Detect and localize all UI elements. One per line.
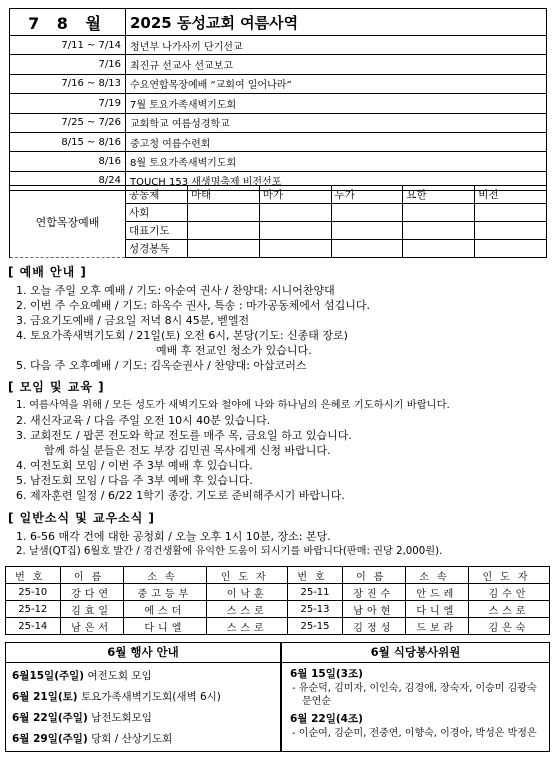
member-guide: 스스로 [468, 601, 549, 618]
worship-item: 5. 다음 주 오후예배 / 기도: 김옥순권사 / 찬양대: 아삽코러스 [16, 359, 307, 372]
summer-schedule-table [9, 8, 547, 191]
table-row [6, 618, 550, 635]
schedule-event: 최진규 선교사 선교보고 [126, 55, 547, 74]
prayer-col-header: 마태 [188, 186, 260, 204]
june-events-box [5, 642, 281, 752]
month-label: 7 8 월 [10, 9, 126, 36]
prayer-cell [403, 222, 475, 240]
schedule-title: 2025 동성교회 여름사역 [126, 9, 547, 36]
dining-date: 6월 15일(3조) [290, 668, 363, 680]
meeting-item-continued: 함께 하실 분들은 전도 부장 김민권 목사에게 신청 바랍니다. [44, 444, 331, 457]
joint-worship-table [9, 185, 547, 258]
names-col-header: 번호 [6, 567, 61, 584]
prayer-col-header: 누가 [331, 186, 403, 204]
worship-item: 2. 이번 주 수요예배 / 기도: 하옥수 권사, 특송 : 마가공동체에서 섬깁니다. [16, 299, 370, 312]
meetings-section-title: [ 모임 및 교육 ] [8, 380, 105, 394]
table-row [6, 601, 550, 618]
schedule-event: 교회학교 여름성경학교 [126, 113, 547, 132]
member-guide: 스스로 [207, 618, 288, 635]
member-group: 드보라 [405, 618, 468, 635]
schedule-event: 수요연합목장예배 “교회여 일어나라” [126, 74, 547, 93]
prayer-cell [259, 222, 331, 240]
member-number: 25-12 [6, 601, 61, 618]
meeting-item: 3. 교회전도 / 팝콘 전도와 학교 전도를 매주 목, 금요일 하고 있습니다. [16, 429, 352, 442]
prayer-cell [259, 240, 331, 258]
schedule-date: 8/16 [10, 152, 126, 171]
dining-names: - 이순여, 김순미, 전중연, 이향숙, 이경아, 박성은 박정은 [292, 728, 537, 739]
schedule-event: 8월 토요가족새벽기도회 [126, 152, 547, 171]
meeting-item: 6. 제자훈련 일정 / 6/22 1학기 종강. 기도로 준비해주시기 바랍니다. [16, 489, 345, 502]
news-item: 1. 6-56 매각 건에 대한 공청회 / 오늘 오후 1시 10분, 장소: 본당. [16, 530, 331, 543]
event-text: 토요가족새벽기도회(새벽 6시) [80, 691, 221, 703]
dining-date: 6월 22일(4조) [290, 713, 363, 725]
member-guide: 이낙훈 [207, 584, 288, 601]
new-members-table [5, 566, 550, 635]
prayer-col-header: 공동체 [126, 186, 188, 204]
names-col-header: 이름 [342, 567, 405, 584]
dining-names: - 유순덕, 김미자, 이인숙, 김경애, 장숙자, 이승미 김광숙 [292, 683, 537, 694]
names-col-header: 소속 [123, 567, 207, 584]
prayer-cell [475, 204, 547, 222]
prayer-cell [331, 222, 403, 240]
names-col-header: 이름 [60, 567, 123, 584]
prayer-col-header: 요한 [403, 186, 475, 204]
schedule-date: 7/25 ~ 7/26 [10, 113, 126, 132]
event-item [6, 666, 280, 687]
schedule-date: 8/24 [10, 171, 126, 190]
prayer-row-label: 대표기도 [126, 222, 188, 240]
event-date: 6월 22일(주일) [12, 712, 88, 724]
prayer-cell [188, 204, 260, 222]
prayer-cell [403, 204, 475, 222]
names-col-header: 번호 [288, 567, 343, 584]
meeting-item: 1. 여름사역을 위해 / 모든 성도가 새벽기도와 철야에 나와 하나님의 은혜로 기도하시기 바랍니다. [16, 399, 450, 411]
member-guide: 김은숙 [468, 618, 549, 635]
news-item: 2. 날샘(QT집) 6월호 발간 / 경건생활에 유익한 도움이 되시기를 바랍니다(판매: 권당 2,000원). [16, 546, 443, 557]
member-group: 안드레 [405, 584, 468, 601]
prayer-cell [403, 240, 475, 258]
schedule-date: 8/15 ~ 8/16 [10, 132, 126, 151]
prayer-col-header: 마가 [259, 186, 331, 204]
schedule-event: 청년부 나가사끼 단기선교 [126, 36, 547, 55]
dining-volunteers-box [281, 642, 550, 752]
member-name: 김효일 [60, 601, 123, 618]
dining-volunteers-title: 6월 식당봉사위원 [282, 643, 549, 663]
names-col-header: 인도자 [207, 567, 288, 584]
table-row [6, 584, 550, 601]
event-item [6, 708, 280, 729]
prayer-cell [475, 240, 547, 258]
event-item [6, 687, 280, 708]
prayer-cell [331, 204, 403, 222]
member-number: 25-14 [6, 618, 61, 635]
event-date: 6월 21일(토) [12, 691, 78, 703]
names-col-header: 인도자 [468, 567, 549, 584]
meeting-item: 2. 새신자교육 / 다음 주일 오전 10시 40분 있습니다. [16, 414, 271, 427]
prayer-row-label: 사회 [126, 204, 188, 222]
member-group: 에스더 [123, 601, 207, 618]
meeting-item: 4. 여전도회 모임 / 이번 주 3부 예배 후 있습니다. [16, 459, 253, 472]
member-name: 김정성 [342, 618, 405, 635]
joint-worship-label: 연합목장예배 [10, 186, 126, 258]
member-group: 중고등부 [123, 584, 207, 601]
meetings-list [16, 398, 450, 503]
member-guide: 김수안 [468, 584, 549, 601]
schedule-event: 중고청 여름수련회 [126, 132, 547, 151]
worship-item-continued: 예배 후 전교인 청소가 있습니다. [156, 344, 312, 357]
dining-names: 문연순 [302, 696, 331, 707]
member-name: 장진수 [342, 584, 405, 601]
worship-section-title: [ 예배 안내 ] [8, 265, 87, 279]
member-number: 25-13 [288, 601, 343, 618]
schedule-date: 7/11 ~ 7/14 [10, 36, 126, 55]
prayer-cell [259, 204, 331, 222]
names-col-header: 소속 [405, 567, 468, 584]
june-events-title: 6월 행사 안내 [6, 643, 280, 663]
schedule-date: 7/16 ~ 8/13 [10, 74, 126, 93]
member-number: 25-15 [288, 618, 343, 635]
schedule-event: TOUCH 153 새생명축제 비전선포 [126, 171, 547, 190]
event-text: 남전도회모임 [91, 712, 152, 724]
member-name: 강다연 [60, 584, 123, 601]
prayer-row-label: 성경봉독 [126, 240, 188, 258]
member-name: 남은서 [60, 618, 123, 635]
worship-item: 1. 오늘 주일 오후 예배 / 기도: 아순여 권사 / 찬양대: 시니어찬양대 [16, 284, 335, 297]
member-guide: 스스로 [207, 601, 288, 618]
worship-list [16, 283, 370, 373]
prayer-col-header: 비전 [475, 186, 547, 204]
news-section-title: [ 일반소식 및 교우소식 ] [8, 511, 156, 525]
member-group: 다니엘 [405, 601, 468, 618]
event-date: 6월 29일(주일) [12, 733, 88, 745]
event-text: 당회 / 산상기도회 [91, 733, 173, 745]
prayer-cell [331, 240, 403, 258]
prayer-cell [475, 222, 547, 240]
prayer-cell [188, 240, 260, 258]
schedule-event: 7월 토요가족새벽기도회 [126, 94, 547, 113]
event-date: 6월15일(주일) [12, 670, 85, 682]
member-number: 25-10 [6, 584, 61, 601]
worship-item: 4. 토요가족새벽기도회 / 21일(토) 오전 6시, 본당(기도: 신종태 장로) [16, 329, 348, 342]
prayer-cell [188, 222, 260, 240]
event-item [6, 729, 280, 750]
member-group: 다니엘 [123, 618, 207, 635]
event-text: 여전도회 모임 [87, 670, 152, 682]
meeting-item: 5. 남전도회 모임 / 다음 주 3부 예배 후 있습니다. [16, 474, 253, 487]
worship-item: 3. 금요기도예배 / 금요일 저녁 8시 45분, 벧엘전 [16, 314, 250, 327]
news-list [16, 529, 442, 559]
schedule-date: 7/16 [10, 55, 126, 74]
member-number: 25-11 [288, 584, 343, 601]
member-name: 남아현 [342, 601, 405, 618]
schedule-date: 7/19 [10, 94, 126, 113]
